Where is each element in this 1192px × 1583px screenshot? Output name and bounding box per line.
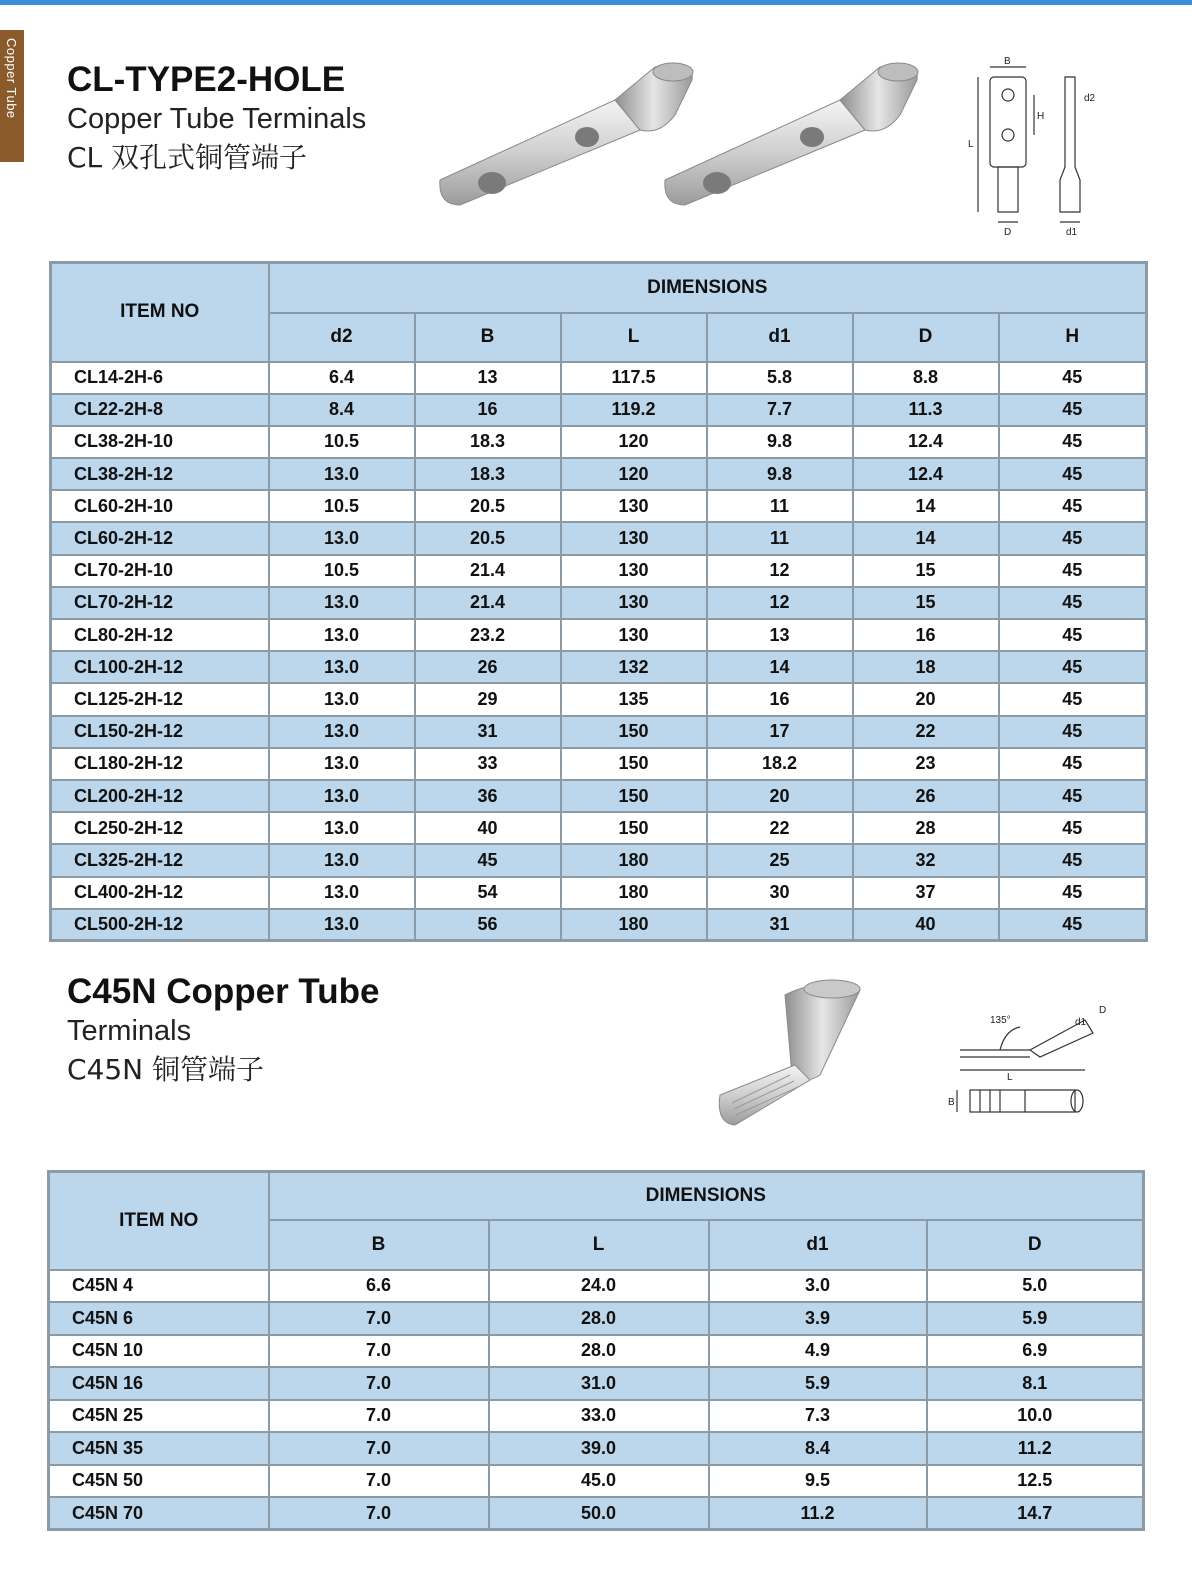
c45n-drawing-label: d1 — [1075, 1017, 1087, 1028]
dimension-cell: 120 — [561, 426, 707, 458]
cl-drawing-label: D — [1004, 227, 1012, 238]
dimension-cell: 5.9 — [709, 1367, 927, 1400]
dimension-cell: 23.2 — [415, 619, 561, 651]
c45n-drawing-label: D — [1099, 1005, 1107, 1016]
dimension-cell: 13.0 — [269, 522, 415, 554]
item-no-cell: CL400-2H-12 — [51, 877, 269, 909]
dimension-cell: 45 — [999, 619, 1147, 651]
dimension-cell: 45 — [999, 748, 1147, 780]
dimension-cell: 13.0 — [269, 748, 415, 780]
dimension-cell: 7.0 — [269, 1367, 489, 1400]
dimension-cell: 4.9 — [709, 1335, 927, 1368]
dimension-cell: 130 — [561, 619, 707, 651]
column-header: D — [853, 313, 999, 362]
dimension-cell: 14.7 — [927, 1497, 1144, 1530]
dimension-cell: 10.0 — [927, 1400, 1144, 1433]
dimension-cell: 45 — [999, 394, 1147, 426]
item-no-cell: C45N 70 — [49, 1497, 269, 1530]
dimension-cell: 6.6 — [269, 1270, 489, 1303]
dimension-cell: 13.0 — [269, 844, 415, 876]
dimension-cell: 20.5 — [415, 522, 561, 554]
dimension-cell: 119.2 — [561, 394, 707, 426]
dimension-cell: 24.0 — [489, 1270, 709, 1303]
cl-terminal-photo-1 — [440, 63, 693, 205]
side-tab-label: Copper Tube — [4, 38, 19, 119]
table-row — [51, 394, 1147, 426]
cl-terminal-photos — [430, 55, 930, 240]
item-no-cell: CL14-2H-6 — [51, 362, 269, 394]
dimension-cell: 16 — [415, 394, 561, 426]
dimension-cell: 8.4 — [709, 1432, 927, 1465]
dimension-cell: 11 — [707, 522, 853, 554]
dimension-cell: 5.8 — [707, 362, 853, 394]
dimension-cell: 32 — [853, 844, 999, 876]
column-header: d1 — [709, 1220, 927, 1270]
dimension-cell: 28.0 — [489, 1302, 709, 1335]
dimension-cell: 13 — [415, 362, 561, 394]
table-row — [49, 1335, 1144, 1368]
table-row — [51, 909, 1147, 941]
dimension-cell: 29 — [415, 683, 561, 715]
dimensions-header: DIMENSIONS — [269, 263, 1147, 313]
dimension-cell: 45 — [999, 683, 1147, 715]
table-row — [51, 683, 1147, 715]
dimension-cell: 54 — [415, 877, 561, 909]
dimension-cell: 12 — [707, 587, 853, 619]
dimension-cell: 180 — [561, 844, 707, 876]
table-row — [49, 1270, 1144, 1303]
item-no-header: ITEM NO — [49, 1172, 269, 1270]
top-accent-bar — [0, 0, 1192, 5]
item-no-cell: CL150-2H-12 — [51, 716, 269, 748]
dimension-cell: 45 — [999, 909, 1147, 941]
dimension-cell: 130 — [561, 555, 707, 587]
dimension-cell: 5.9 — [927, 1302, 1144, 1335]
dimension-cell: 11.2 — [927, 1432, 1144, 1465]
c45n-dimension-drawing — [945, 995, 1115, 1125]
dimension-cell: 18 — [853, 651, 999, 683]
dimension-cell: 120 — [561, 458, 707, 490]
dimension-cell: 13.0 — [269, 619, 415, 651]
dimension-cell: 6.4 — [269, 362, 415, 394]
dimension-cell: 7.0 — [269, 1302, 489, 1335]
item-no-cell: CL500-2H-12 — [51, 909, 269, 941]
dimension-cell: 10.5 — [269, 490, 415, 522]
cl-drawing-label: B — [1004, 56, 1011, 67]
table-row — [51, 619, 1147, 651]
dimension-cell: 28 — [853, 812, 999, 844]
table-row — [51, 812, 1147, 844]
dimension-cell: 18.3 — [415, 426, 561, 458]
dimension-cell: 7.0 — [269, 1400, 489, 1433]
dimension-cell: 150 — [561, 748, 707, 780]
dimension-cell: 37 — [853, 877, 999, 909]
dimension-cell: 23 — [853, 748, 999, 780]
column-header: H — [999, 313, 1147, 362]
table-row — [49, 1367, 1144, 1400]
dimension-cell: 18.3 — [415, 458, 561, 490]
dimension-cell: 11.3 — [853, 394, 999, 426]
dimension-cell: 33.0 — [489, 1400, 709, 1433]
item-no-cell: CL250-2H-12 — [51, 812, 269, 844]
dimension-cell: 11 — [707, 490, 853, 522]
section2-title-block — [67, 972, 379, 1090]
cl-drawing-label: H — [1037, 111, 1045, 122]
section2-title: C45N Copper Tube — [67, 972, 380, 1011]
table-row — [51, 844, 1147, 876]
dimension-cell: 31 — [415, 716, 561, 748]
dimension-cell: 45 — [999, 812, 1147, 844]
table-row — [49, 1400, 1144, 1433]
dimensions-header: DIMENSIONS — [269, 1172, 1144, 1220]
dimension-cell: 45 — [999, 458, 1147, 490]
c45n-dimensions-table — [47, 1170, 1145, 1531]
item-no-cell: CL60-2H-12 — [51, 522, 269, 554]
cl-drawing-label: d1 — [1066, 227, 1078, 238]
item-no-cell: CL70-2H-12 — [51, 587, 269, 619]
dimension-cell: 26 — [853, 780, 999, 812]
dimension-cell: 6.9 — [927, 1335, 1144, 1368]
dimension-cell: 15 — [853, 587, 999, 619]
dimension-cell: 13.0 — [269, 651, 415, 683]
dimension-cell: 45 — [999, 877, 1147, 909]
dimension-cell: 180 — [561, 909, 707, 941]
column-header: D — [927, 1220, 1144, 1270]
dimension-cell: 22 — [707, 812, 853, 844]
dimension-cell: 45 — [999, 780, 1147, 812]
item-no-cell: C45N 35 — [49, 1432, 269, 1465]
table-row — [49, 1465, 1144, 1498]
dimension-cell: 31.0 — [489, 1367, 709, 1400]
dimension-cell: 28.0 — [489, 1335, 709, 1368]
dimension-cell: 13.0 — [269, 587, 415, 619]
c45n-drawing-label: B — [948, 1097, 955, 1108]
item-no-cell: CL180-2H-12 — [51, 748, 269, 780]
item-no-cell: C45N 25 — [49, 1400, 269, 1433]
column-header: B — [415, 313, 561, 362]
table-row — [51, 490, 1147, 522]
dimension-cell: 18.2 — [707, 748, 853, 780]
dimension-cell: 130 — [561, 587, 707, 619]
table-row — [51, 426, 1147, 458]
item-no-cell: CL325-2H-12 — [51, 844, 269, 876]
dimension-cell: 20.5 — [415, 490, 561, 522]
dimension-cell: 45 — [999, 362, 1147, 394]
dimension-cell: 25 — [707, 844, 853, 876]
dimension-cell: 45 — [999, 651, 1147, 683]
dimension-cell: 7.0 — [269, 1335, 489, 1368]
section1-title: CL-TYPE2-HOLE — [67, 60, 346, 99]
dimension-cell: 21.4 — [415, 587, 561, 619]
dimension-cell: 20 — [707, 780, 853, 812]
dimension-cell: 13.0 — [269, 683, 415, 715]
dimension-cell: 8.4 — [269, 394, 415, 426]
item-no-cell: CL38-2H-10 — [51, 426, 269, 458]
section2-chinese-title: C45N 铜管端子 — [67, 1053, 265, 1086]
dimension-cell: 17 — [707, 716, 853, 748]
cl-terminal-photo-2 — [665, 63, 918, 205]
dimension-cell: 45 — [999, 844, 1147, 876]
table-row — [51, 716, 1147, 748]
item-no-cell: CL200-2H-12 — [51, 780, 269, 812]
item-no-cell: C45N 16 — [49, 1367, 269, 1400]
dimension-cell: 45 — [999, 426, 1147, 458]
item-no-cell: CL80-2H-12 — [51, 619, 269, 651]
dimension-cell: 40 — [415, 812, 561, 844]
dimension-cell: 39.0 — [489, 1432, 709, 1465]
dimension-cell: 14 — [853, 522, 999, 554]
cl-drawing-label: L — [968, 139, 974, 150]
column-header: B — [269, 1220, 489, 1270]
item-no-cell: CL125-2H-12 — [51, 683, 269, 715]
dimension-cell: 12.4 — [853, 426, 999, 458]
column-header: L — [489, 1220, 709, 1270]
dimension-cell: 45 — [415, 844, 561, 876]
item-no-cell: C45N 6 — [49, 1302, 269, 1335]
dimension-cell: 13.0 — [269, 780, 415, 812]
dimension-cell: 5.0 — [927, 1270, 1144, 1303]
dimension-cell: 9.8 — [707, 426, 853, 458]
dimension-cell: 7.0 — [269, 1497, 489, 1530]
dimension-cell: 12.4 — [853, 458, 999, 490]
table-row — [51, 877, 1147, 909]
item-no-cell: CL70-2H-10 — [51, 555, 269, 587]
dimension-cell: 40 — [853, 909, 999, 941]
cl-dimensions-table — [49, 261, 1148, 942]
dimension-cell: 8.1 — [927, 1367, 1144, 1400]
dimension-cell: 7.7 — [707, 394, 853, 426]
item-no-header: ITEM NO — [51, 263, 269, 362]
dimension-cell: 16 — [707, 683, 853, 715]
dimension-cell: 20 — [853, 683, 999, 715]
column-header: d1 — [707, 313, 853, 362]
dimension-cell: 50.0 — [489, 1497, 709, 1530]
column-header: d2 — [269, 313, 415, 362]
dimension-cell: 150 — [561, 812, 707, 844]
c45n-drawing-label: 135° — [990, 1015, 1011, 1026]
dimension-cell: 45.0 — [489, 1465, 709, 1498]
dimension-cell: 135 — [561, 683, 707, 715]
dimension-cell: 11.2 — [709, 1497, 927, 1530]
dimension-cell: 3.0 — [709, 1270, 927, 1303]
table-row — [49, 1497, 1144, 1530]
dimension-cell: 14 — [853, 490, 999, 522]
item-no-cell: C45N 50 — [49, 1465, 269, 1498]
dimension-cell: 21.4 — [415, 555, 561, 587]
table-row — [51, 458, 1147, 490]
dimension-cell: 45 — [999, 716, 1147, 748]
table-row — [51, 587, 1147, 619]
dimension-cell: 13.0 — [269, 812, 415, 844]
table-row — [51, 780, 1147, 812]
c45n-drawing-label: L — [1007, 1072, 1013, 1083]
dimension-cell: 15 — [853, 555, 999, 587]
dimension-cell: 13.0 — [269, 716, 415, 748]
table-row — [51, 651, 1147, 683]
dimension-cell: 13.0 — [269, 909, 415, 941]
dimension-cell: 13.0 — [269, 877, 415, 909]
dimension-cell: 7.0 — [269, 1432, 489, 1465]
section1-title-block — [67, 60, 366, 178]
dimension-cell: 150 — [561, 716, 707, 748]
table-row — [49, 1432, 1144, 1465]
dimension-cell: 30 — [707, 877, 853, 909]
dimension-cell: 150 — [561, 780, 707, 812]
side-category-tab[interactable] — [0, 30, 24, 162]
dimension-cell: 7.3 — [709, 1400, 927, 1433]
dimension-cell: 12 — [707, 555, 853, 587]
dimension-cell: 130 — [561, 490, 707, 522]
table-row — [51, 362, 1147, 394]
column-header: L — [561, 313, 707, 362]
dimension-cell: 45 — [999, 555, 1147, 587]
dimension-cell: 13 — [707, 619, 853, 651]
dimension-cell: 13.0 — [269, 458, 415, 490]
dimension-cell: 14 — [707, 651, 853, 683]
dimension-cell: 7.0 — [269, 1465, 489, 1498]
item-no-cell: C45N 10 — [49, 1335, 269, 1368]
dimension-cell: 22 — [853, 716, 999, 748]
item-no-cell: CL38-2H-12 — [51, 458, 269, 490]
cl-drawing-label: d2 — [1084, 93, 1096, 104]
dimension-cell: 10.5 — [269, 426, 415, 458]
section2-subtitle: Terminals — [67, 1015, 192, 1047]
dimension-cell: 3.9 — [709, 1302, 927, 1335]
table-row — [49, 1302, 1144, 1335]
dimension-cell: 45 — [999, 522, 1147, 554]
dimension-cell: 36 — [415, 780, 561, 812]
item-no-cell: C45N 4 — [49, 1270, 269, 1303]
dimension-cell: 9.5 — [709, 1465, 927, 1498]
dimension-cell: 10.5 — [269, 555, 415, 587]
dimension-cell: 9.8 — [707, 458, 853, 490]
c45n-terminal-photo — [710, 975, 880, 1135]
section1-chinese-title: CL 双孔式铜管端子 — [67, 141, 308, 174]
dimension-cell: 180 — [561, 877, 707, 909]
dimension-cell: 130 — [561, 522, 707, 554]
dimension-cell: 12.5 — [927, 1465, 1144, 1498]
dimension-cell: 16 — [853, 619, 999, 651]
dimension-cell: 132 — [561, 651, 707, 683]
item-no-cell: CL100-2H-12 — [51, 651, 269, 683]
dimension-cell: 8.8 — [853, 362, 999, 394]
section1-subtitle: Copper Tube Terminals — [67, 103, 367, 135]
cl-dimension-drawing — [960, 55, 1110, 240]
item-no-cell: CL60-2H-10 — [51, 490, 269, 522]
dimension-cell: 45 — [999, 587, 1147, 619]
dimension-cell: 45 — [999, 490, 1147, 522]
dimension-cell: 31 — [707, 909, 853, 941]
dimension-cell: 33 — [415, 748, 561, 780]
dimension-cell: 26 — [415, 651, 561, 683]
dimension-cell: 117.5 — [561, 362, 707, 394]
table-row — [51, 522, 1147, 554]
table-row — [51, 555, 1147, 587]
dimension-cell: 56 — [415, 909, 561, 941]
item-no-cell: CL22-2H-8 — [51, 394, 269, 426]
table-row — [51, 748, 1147, 780]
